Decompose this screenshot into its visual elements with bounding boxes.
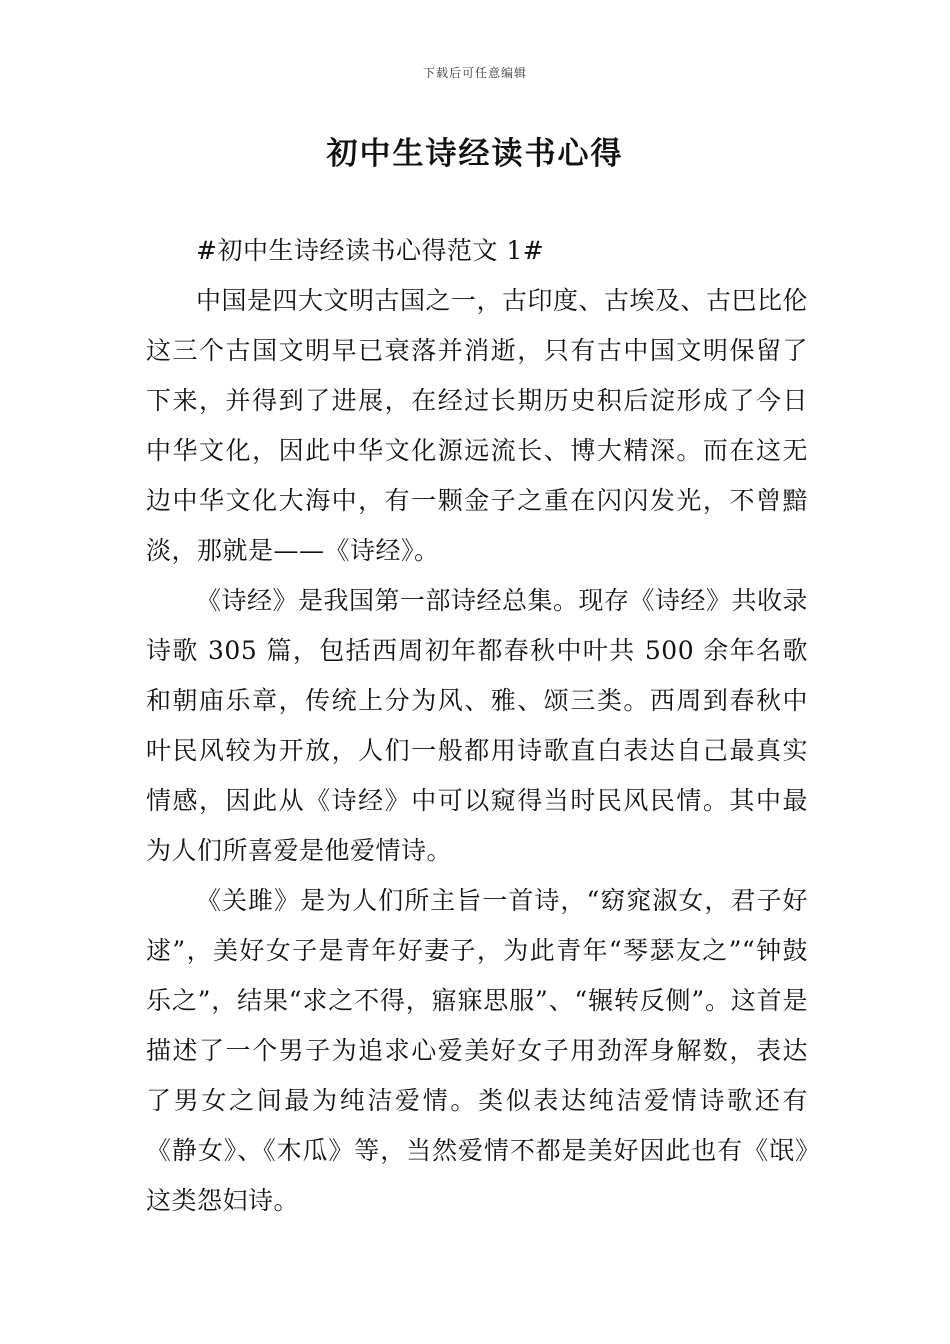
paragraph: 《诗经》是我国第一部诗经总集。现存《诗经》共收录诗歌 305 篇，包括西周初年都春秋中叶共 500 余年名歌和朝庙乐章，传统上分为风、雅、颂三类。西周到春秋中叶民风较为开放，人们一般都用诗歌直白表达自己最真实情感，因此从《诗经》中可以窥得当时民风民情。其中最为人们所喜爱是他爱情诗。 xyxy=(146,586,809,865)
paragraph: 《关雎》是为人们所主旨一首诗，“窈窕淑女，君子好逑”，美好女子是青年好妻子，为此青年“琴瑟友之”“钟鼓乐之”，结果“求之不得，寤寐思服”、“辗转反侧”。这首是描述了一个男子为追求心爱美好女子用劲浑身解数，表达了男女之间最为纯洁爱情。类似表达纯洁爱情诗歌还有《静女》、《木瓜》等，当然爱情不都是美好因此也有《氓》这类怨妇诗。 xyxy=(146,886,808,1215)
paragraph: 中国是四大文明古国之一，古印度、古埃及、古巴比伦这三个古国文明早已衰落并消逝，只有古中国文明保留了下来，并得到了进展，在经过长期历史积后淀形成了今日中华文化，因此中华文化源远流长、博大精深。而在这无边中华文化大海中，有一颗金子之重在闪闪发光，不曾黯淡，那就是——《诗经》。 xyxy=(146,286,809,565)
document-body xyxy=(146,226,808,1226)
header-note: 下载后可任意编辑 xyxy=(422,66,527,80)
document-title: 初中生诗经读书心得 xyxy=(326,136,624,172)
section-heading: #初中生诗经读书心得范文 1# xyxy=(196,236,545,265)
